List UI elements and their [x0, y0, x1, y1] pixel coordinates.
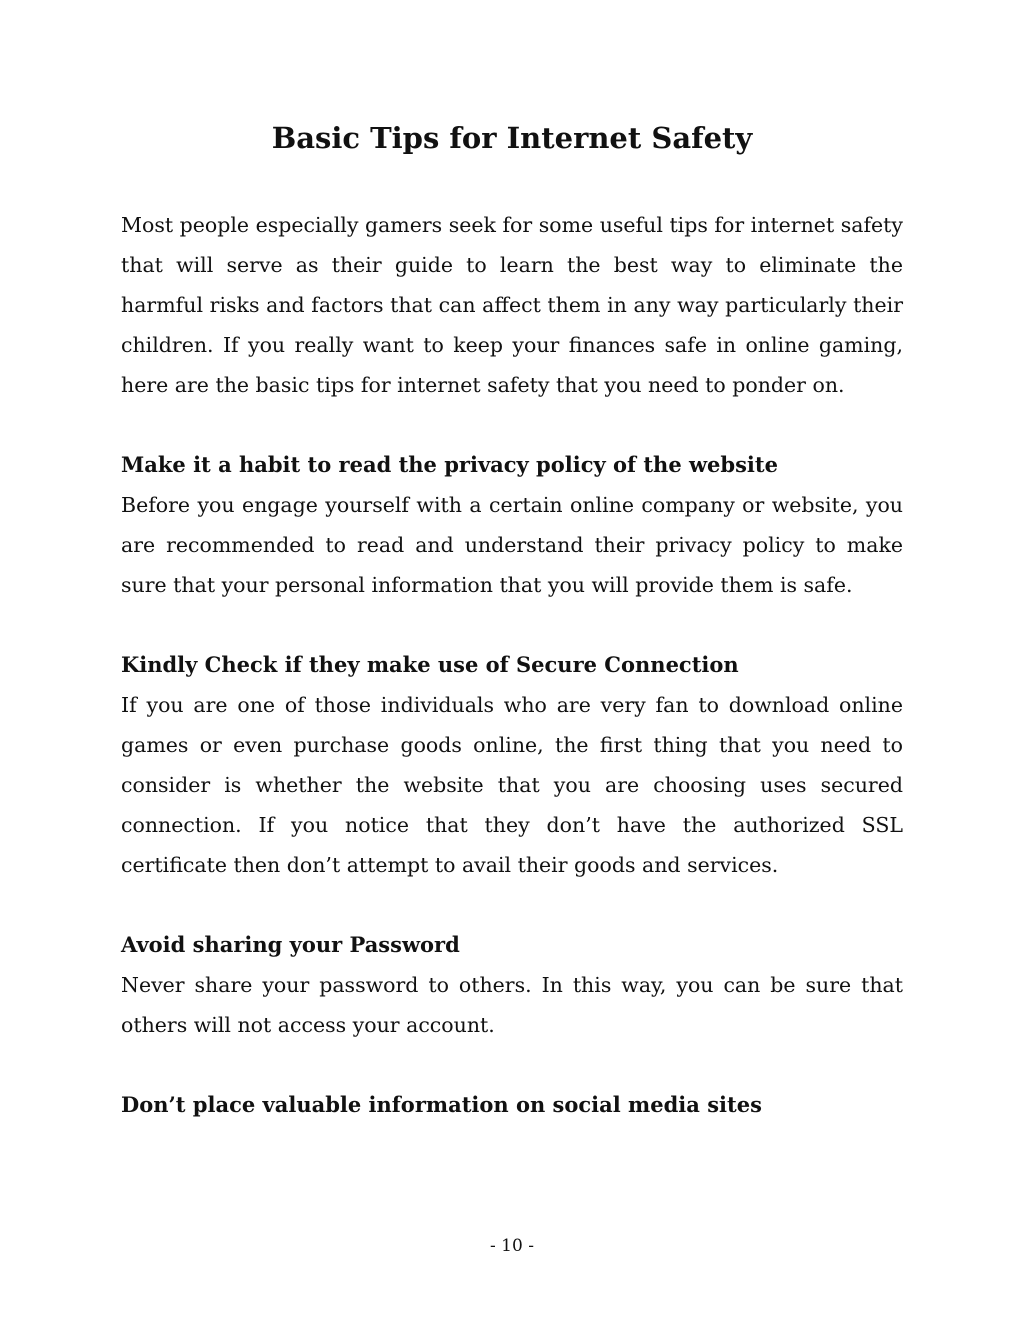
paragraph-spacer	[121, 885, 903, 925]
section-body-secure-connection: If you are one of those individuals who are very fan to download online games or even purchase goods online, the first thing that you need to consider is whether the website that you are choosing uses secured connection. If you notice that they don’t have the authorized SSL certificate then don’t attempt to avail their goods and services.	[121, 693, 903, 877]
intro-paragraph: Most people especially gamers seek for some useful tips for internet safety that will serve as their guide to learn the best way to eliminate the harmful risks and factors that can affect them in any way particularly their children. If you really want to keep your finances safe in online gaming, here are the basic tips for internet safety that you need to ponder on.	[121, 213, 903, 397]
page-title: Basic Tips for Internet Safety	[271, 121, 753, 155]
section-heading-privacy-policy: Make it a habit to read the privacy policy of the website	[121, 452, 778, 477]
section-body-privacy-policy: Before you engage yourself with a certain online company or website, you are recommended to read and understand their privacy policy to make sure that your personal information that you will provide them is safe.	[121, 493, 903, 597]
page-number: - 10 -	[490, 1236, 534, 1256]
section-body-password: Never share your password to others. In this way, you can be sure that others will not access your account.	[121, 973, 903, 1037]
paragraph-spacer	[121, 605, 903, 645]
section-heading-social-media: Don’t place valuable information on social media sites	[121, 1092, 762, 1117]
paragraph-spacer	[121, 405, 903, 445]
section-heading-password: Avoid sharing your Password	[121, 932, 460, 957]
page-content	[121, 205, 903, 1125]
section-heading-secure-connection: Kindly Check if they make use of Secure Connection	[121, 652, 739, 677]
paragraph-spacer	[121, 1045, 903, 1085]
